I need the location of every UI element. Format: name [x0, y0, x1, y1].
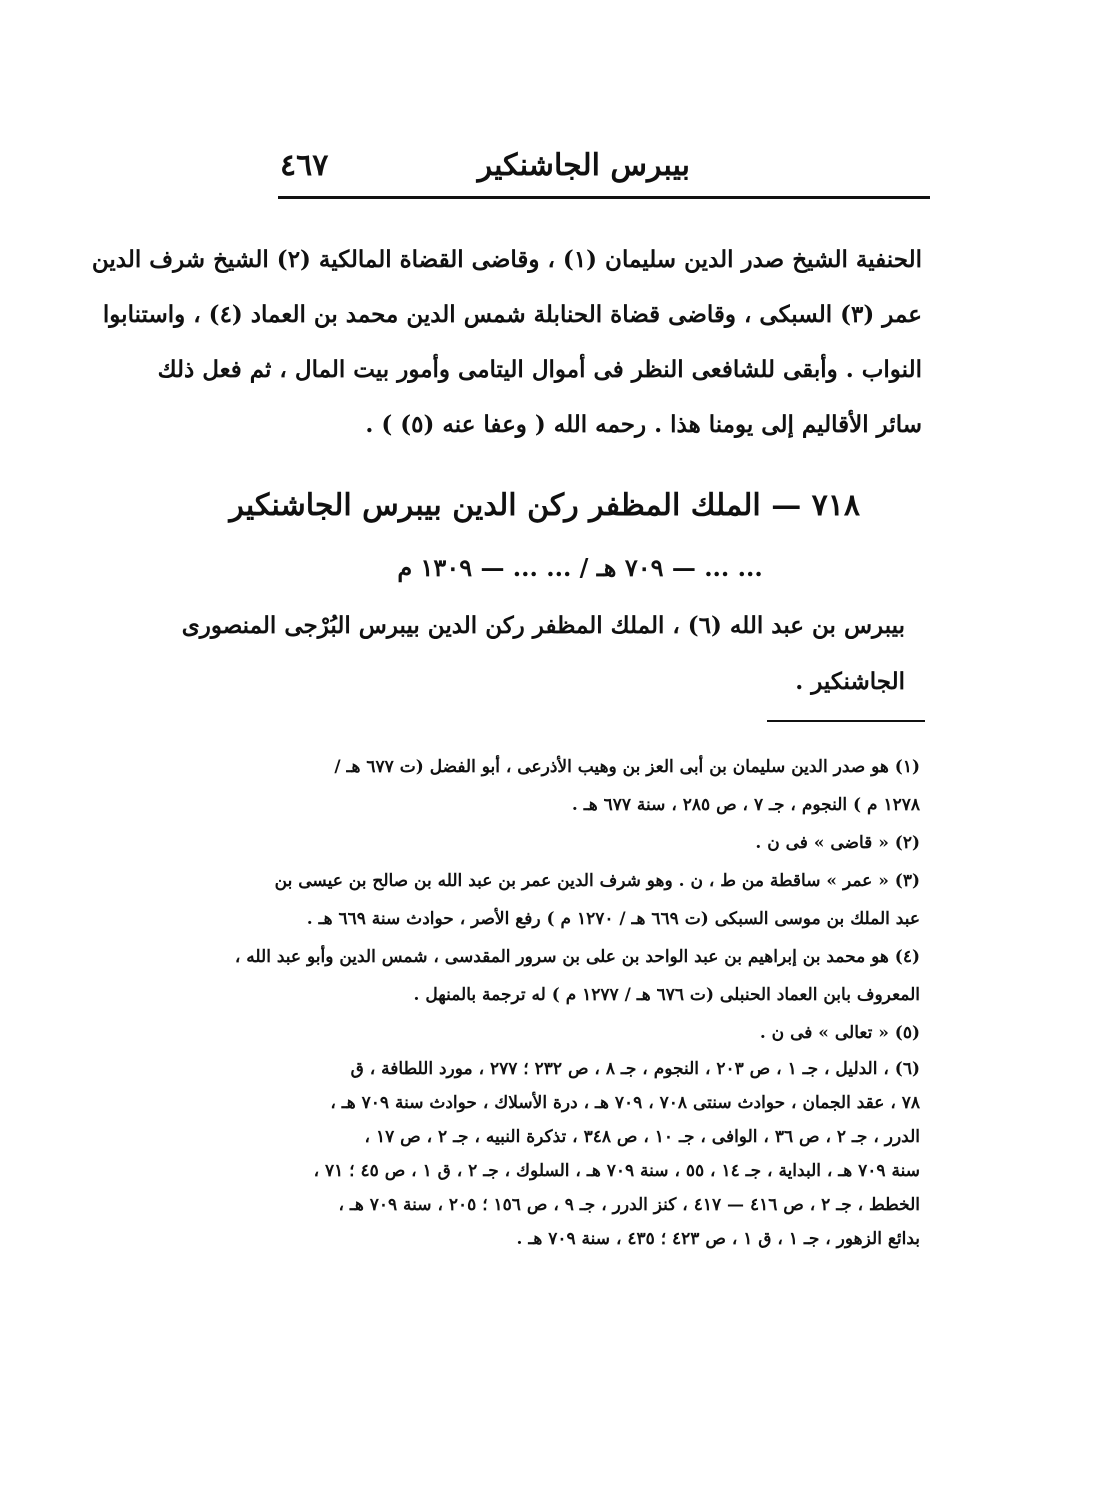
- footnote-line: (٣) « عمر » ساقطة من ط ، ن . وهو شرف الدين عمر بن عبد الله بن صالح بن عيسى بن: [274, 871, 920, 891]
- footnote-line: بدائع الزهور ، جـ ١ ، ق ١ ، ص ٤٢٣ ؛ ٤٣٥ ، سنة ٧٠٩ هـ .: [516, 1229, 920, 1249]
- footnote-5: [272, 1014, 920, 1052]
- footnote-line: (١) هو صدر الدين سليمان بن أبى العز بن وهيب الأذرعى ، أبو الفضل (ت ٦٧٧ هـ /: [334, 757, 920, 777]
- body-line: الحنفية الشيخ صدر الدين سليمان (١) ، وقاضى القضاة المالكية (٢) الشيخ شرف الدين: [91, 246, 922, 273]
- footnote-line: الدرر ، جـ ٢ ، ص ٣٦ ، الوافى ، جـ ١٠ ، ص ٣٤٨ ، تذكرة النبيه ، جـ ٢ ، ص ١٧ ،: [364, 1127, 920, 1147]
- footnote-line: الخطط ، جـ ٢ ، ص ٤١٦ — ٤١٧ ، كنز الدرر ، جـ ٩ ، ص ١٥٦ ؛ ٢٠٥ ، سنة ٧٠٩ هـ ،: [338, 1195, 920, 1215]
- entry-dates: ... ... — ٧٠٩ هـ / ... ... — ١٣٠٩ م: [397, 553, 763, 582]
- body-line: النواب . وأبقى للشافعى النظر فى أموال اليتامى وأمور بيت المال ، ثم فعل ذلك: [157, 356, 922, 383]
- footnote-line: (٤) هو محمد بن إبراهيم بن عبد الواحد بن على بن سرور المقدسى ، شمس الدين وأبو عبد الله ،: [234, 947, 920, 967]
- entry-heading: ٧١٨ — الملك المظفر ركن الدين بيبرس الجاشنكير: [229, 488, 860, 523]
- entry-paragraph: [181, 598, 905, 710]
- footnote-line: المعروف بابن العماد الحنبلى (ت ٦٧٦ هـ / ١٢٧٧ م ) له ترجمة بالمنهل .: [413, 985, 920, 1005]
- footnotes: [234, 748, 920, 1256]
- body-line: سائر الأقاليم إلى يومنا هذا . رحمه الله ( وعفا عنه (٥) ) .: [365, 411, 922, 438]
- footnote-1: [272, 748, 920, 824]
- footnote-line: سنة ٧٠٩ هـ ، البداية ، جـ ١٤ ، ٥٥ ، سنة ٧٠٩ هـ ، السلوك ، جـ ٢ ، ق ١ ، ص ٤٥ ؛ ٧١ ،: [313, 1161, 920, 1181]
- footnote-line: ١٢٧٨ م ) النجوم ، جـ ٧ ، ص ٢٨٥ ، سنة ٦٧٧ هـ .: [571, 795, 920, 815]
- footnote-3: [272, 862, 920, 938]
- page-number: ٤٦٧: [280, 148, 329, 183]
- running-title: بيبرس الجاشنكير: [477, 148, 690, 183]
- footnote-rule: [767, 720, 925, 722]
- footnote-line: عبد الملك بن موسى السبكى (ت ٦٦٩ هـ / ١٢٧٠ م ) رفع الأصر ، حوادث سنة ٦٦٩ هـ .: [306, 909, 920, 929]
- running-header: [280, 148, 930, 192]
- header-rule: [278, 196, 930, 199]
- footnote-line: ٧٨ ، عقد الجمان ، حوادث سنتى ٧٠٨ ، ٧٠٩ هـ ، درة الأسلاك ، حوادث سنة ٧٠٩ هـ ،: [330, 1093, 920, 1113]
- continued-paragraph: [91, 232, 922, 452]
- footnote-line: (٥) « تعالى » فى ن .: [759, 1023, 920, 1043]
- footnote-line: (٢) « قاضى » فى ن .: [755, 833, 920, 853]
- entry-line: الجاشنكير .: [795, 668, 905, 695]
- footnote-2: [272, 824, 920, 862]
- body-line: عمر (٣) السبكى ، وقاضى قضاة الحنابلة شمس الدين محمد بن العماد (٤) ، واستنابوا: [102, 301, 922, 328]
- footnote-6: [272, 1052, 920, 1256]
- footnote-line: (٦) ، الدليل ، جـ ١ ، ص ٢٠٣ ، النجوم ، جـ ٨ ، ص ٢٣٢ ؛ ٢٧٧ ، مورد اللطافة ، ق: [350, 1059, 920, 1079]
- entry-line: بيبرس بن عبد الله (٦) ، الملك المظفر ركن الدين بيبرس البُرْجى المنصورى: [181, 612, 905, 639]
- footnote-4: [234, 938, 920, 1014]
